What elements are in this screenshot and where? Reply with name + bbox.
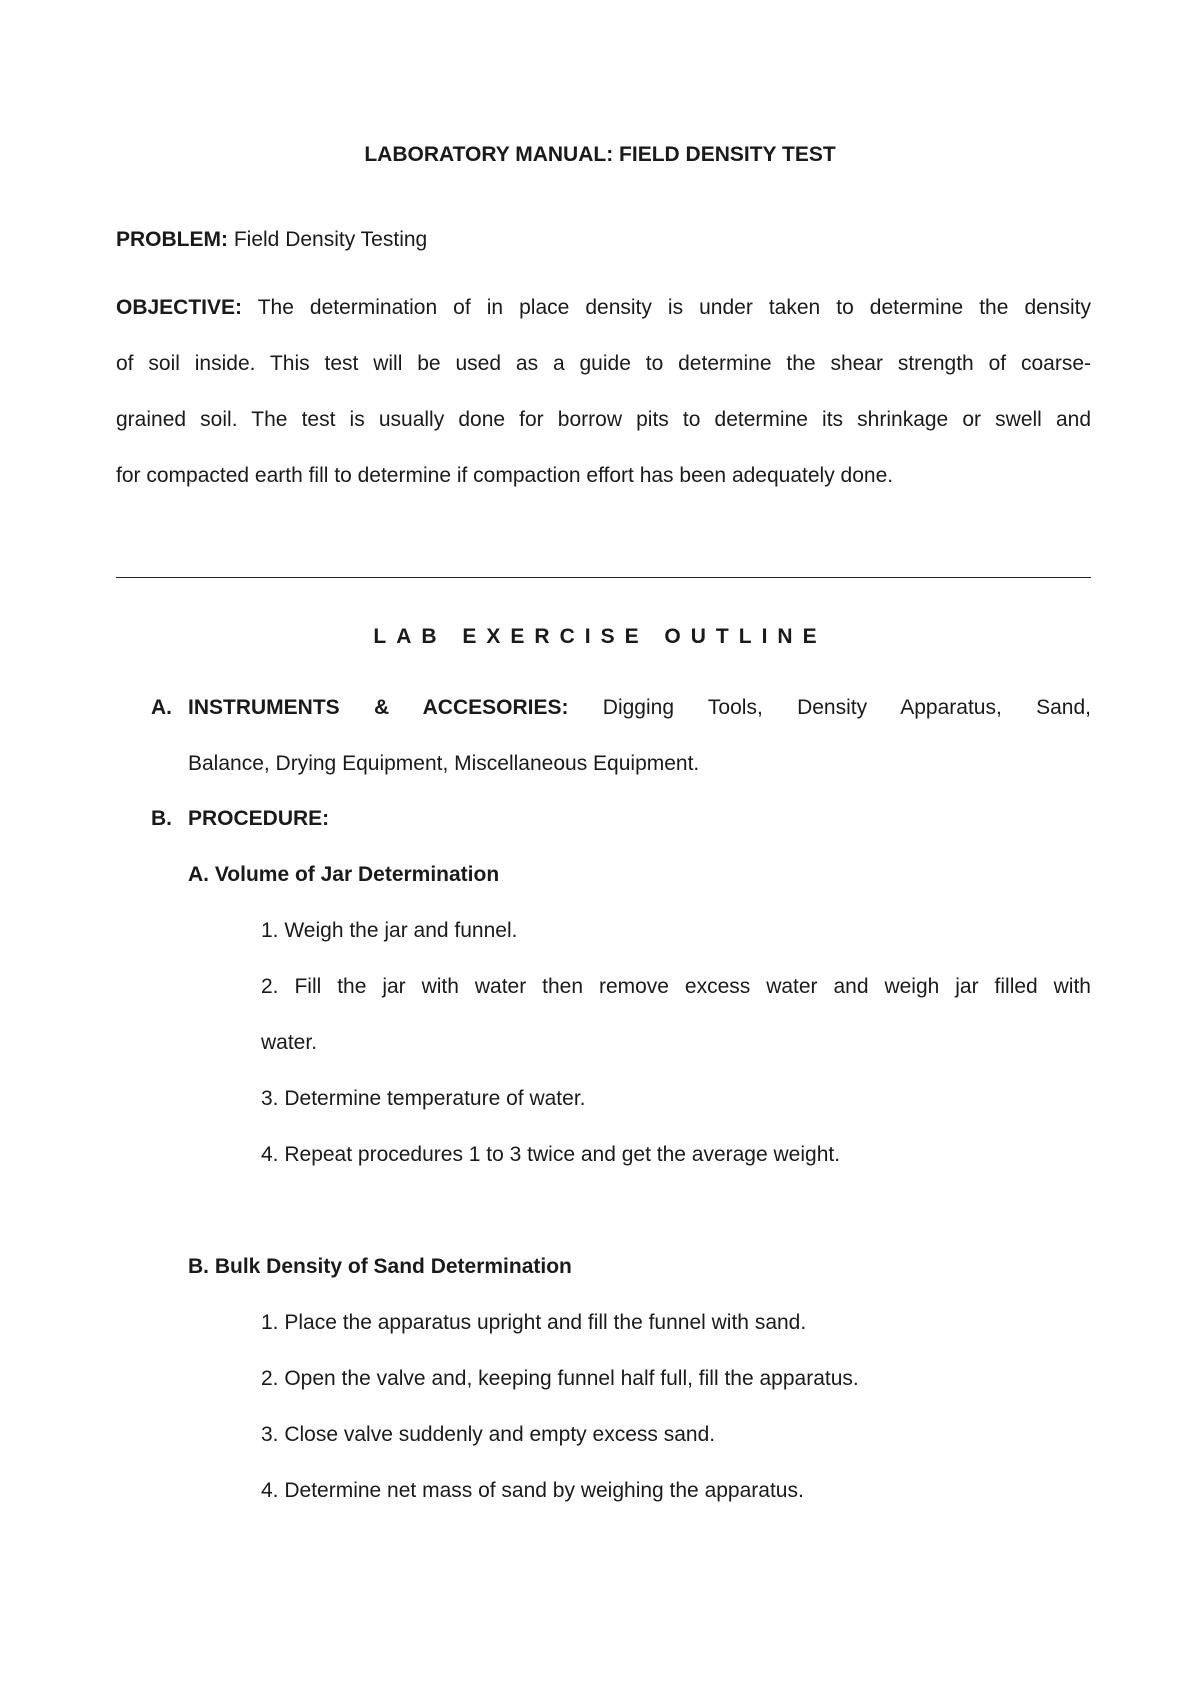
- objective-line: for compacted earth fill to determine if compaction effort has been adequately done.: [116, 464, 894, 487]
- procedure-label: PROCEDURE:: [188, 807, 330, 830]
- section-b-marker: B.: [151, 807, 172, 830]
- part-b-step: 1. Place the apparatus upright and fill the funnel with sand.: [261, 1311, 807, 1334]
- part-a-step: 2. Fill the jar with water then remove excess water and weigh jar filled with: [261, 975, 1091, 998]
- part-b-step: 4. Determine net mass of sand by weighing the apparatus.: [261, 1479, 804, 1502]
- objective-label: OBJECTIVE:: [116, 296, 243, 319]
- problem-statement: [116, 226, 1091, 253]
- instruments-line: Balance, Drying Equipment, Miscellaneous Equipment.: [188, 752, 700, 775]
- part-a-step: 1. Weigh the jar and funnel.: [261, 919, 518, 942]
- part-b-heading: B. Bulk Density of Sand Determination: [188, 1255, 572, 1278]
- objective-line: of soil inside. This test will be used as a guide to determine the shear strength of coarse-: [116, 352, 1091, 375]
- document-title: LABORATORY MANUAL: FIELD DENSITY TEST: [364, 143, 836, 166]
- part-a-heading: A. Volume of Jar Determination: [188, 863, 500, 886]
- problem-label: PROBLEM:: [116, 228, 228, 251]
- part-a-step-wrapped: [261, 976, 1091, 1088]
- part-a-step: 4. Repeat procedures 1 to 3 twice and get the average weight.: [261, 1143, 841, 1166]
- objective-line: [116, 297, 1091, 353]
- part-b-step: 3. Close valve suddenly and empty excess sand.: [261, 1423, 716, 1446]
- instruments-text: Digging Tools, Density Apparatus, Sand,: [602, 696, 1091, 719]
- objective-text-1: The determination of in place density is under taken to determine the density: [257, 296, 1091, 319]
- problem-text: Field Density Testing: [233, 228, 428, 251]
- objective-line: grained soil. The test is usually done for borrow pits to determine its shrinkage or swell and: [116, 408, 1091, 431]
- part-b-step: 2. Open the valve and, keeping funnel half full, fill the apparatus.: [261, 1367, 859, 1390]
- horizontal-divider: [116, 577, 1091, 578]
- instruments-paragraph: [188, 697, 1091, 809]
- part-a-step-continuation: water.: [261, 1031, 318, 1054]
- outline-title: LAB EXERCISE OUTLINE: [373, 625, 827, 648]
- instruments-label: INSTRUMENTS & ACCESORIES:: [188, 696, 569, 719]
- part-a-step: 3. Determine temperature of water.: [261, 1087, 586, 1110]
- section-a-marker: A.: [151, 696, 172, 719]
- instruments-line: [188, 697, 1091, 753]
- objective-paragraph: [116, 297, 1091, 521]
